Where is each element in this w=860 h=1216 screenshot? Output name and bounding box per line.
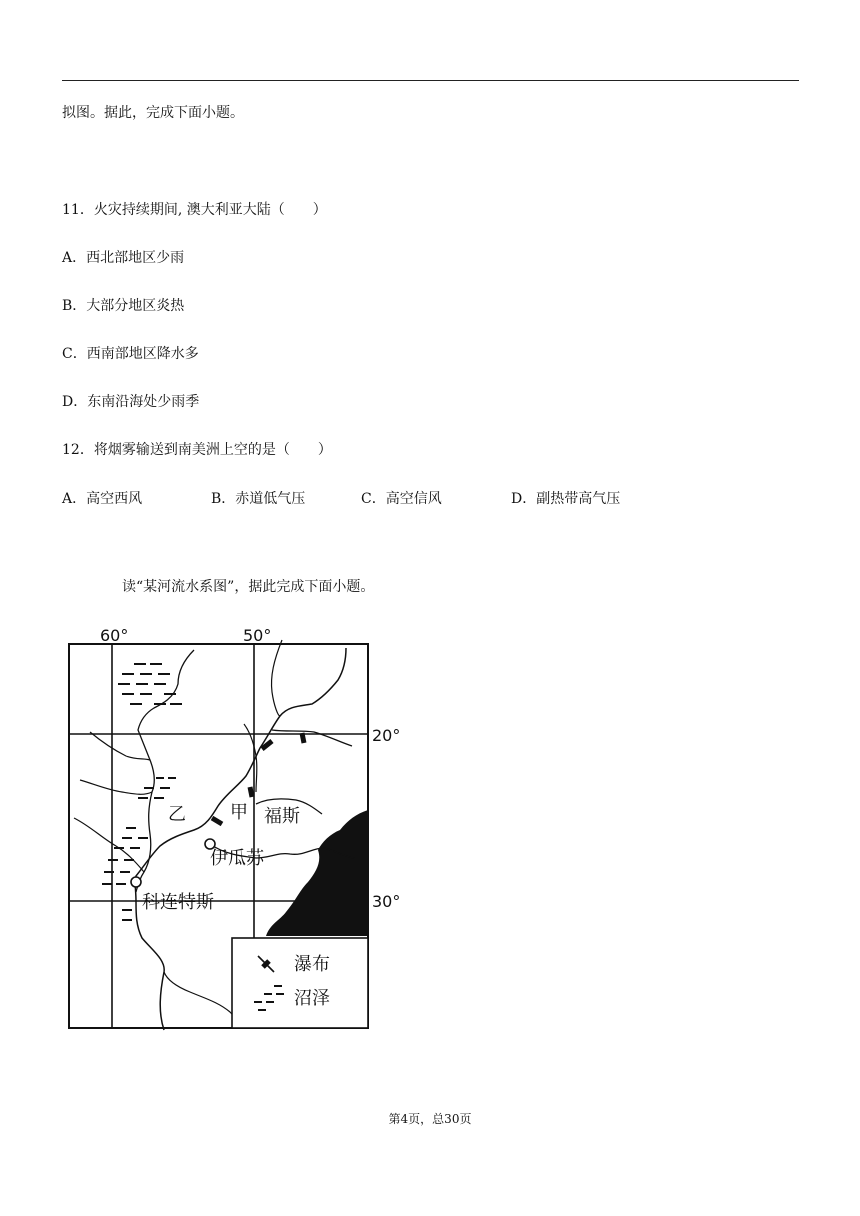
- question-11-option-a: A．西北部地区少雨: [62, 250, 185, 266]
- header-rule: [62, 80, 799, 81]
- page-footer: 第4页，总30页: [388, 1112, 472, 1126]
- legend-swamp-label: 沼泽: [294, 988, 330, 1009]
- map-intro-text: 读“某河流水系图”，据此完成下面小题。: [122, 579, 375, 595]
- river-system-map: [60, 620, 420, 1040]
- legend-box: [232, 938, 368, 1028]
- intro-text: 拟图。据此，完成下面小题。: [62, 105, 244, 121]
- place-label-jia: 甲: [230, 802, 248, 823]
- place-label-yi: 乙: [168, 804, 186, 825]
- question-12-option-d: D．副热带高气压: [511, 491, 621, 507]
- legend-waterfall-label: 瀑布: [294, 954, 330, 975]
- question-11-stem: 11．火灾持续期间, 澳大利亚大陆（ ）: [62, 202, 327, 218]
- question-11-option-d: D．东南沿海处少雨季: [62, 394, 200, 410]
- place-label-fusi: 福斯: [264, 806, 300, 827]
- question-11-option-c: C．西南部地区降水多: [62, 346, 199, 362]
- question-12-stem: 12．将烟雾输送到南美洲上空的是（ ）: [62, 442, 332, 458]
- question-12-option-b: B．赤道低气压: [211, 491, 306, 507]
- lat-label-20: 20°: [372, 726, 401, 745]
- kelian-city-dot: [131, 877, 141, 887]
- question-12-options: [0, 490, 860, 510]
- question-12-option-c: C．高空信风: [361, 491, 442, 507]
- place-label-kelian: 科连特斯: [142, 892, 214, 913]
- place-label-yigua: 伊瓜苏: [210, 848, 264, 869]
- question-11-option-b: B．大部分地区炎热: [62, 298, 185, 314]
- question-12-option-a: A．高空西风: [62, 491, 143, 507]
- lat-label-30: 30°: [372, 892, 401, 911]
- lon-label-50: 50°: [243, 626, 272, 645]
- lon-label-60: 60°: [100, 626, 129, 645]
